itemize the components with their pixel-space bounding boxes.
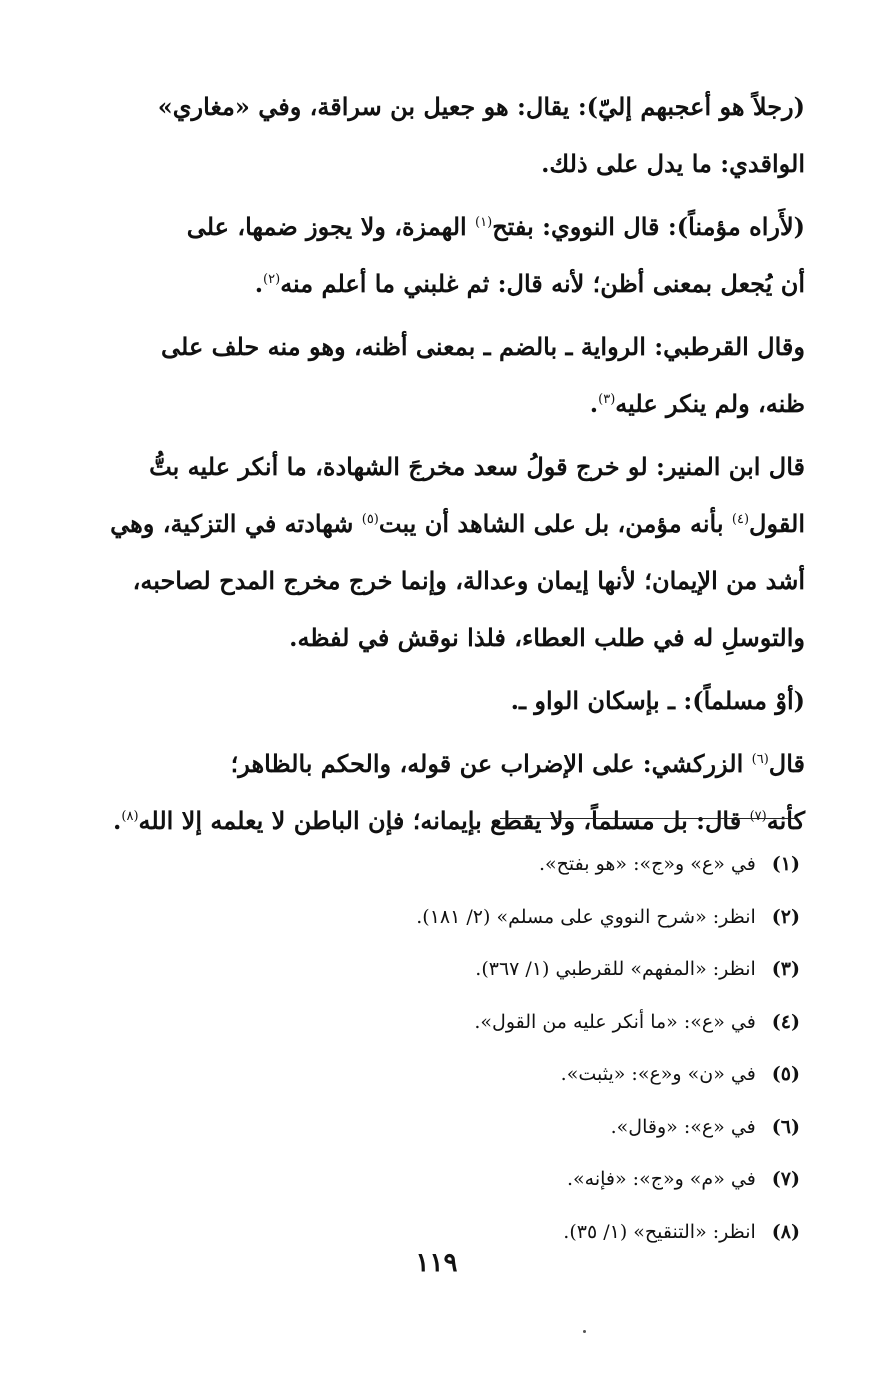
footnote-marker: (٦) [751,752,769,767]
paragraph-3 [90,318,805,432]
footnote-text: في «ع»: «ما أنكر عليه من القول». [474,1010,756,1033]
footnote-number: (٦) [771,1115,800,1138]
footnote-text: انظر: «التنقيح» (١/ ٣٥). [563,1220,756,1243]
text-line: ظنه، ولم ينكر عليه$^{(٣)}$. [589,389,805,418]
footnote-marker: (٥) [361,512,379,527]
footnote-text: في «م» و«ج»: «فإنه». [567,1168,756,1190]
footnote-marker: (٢) [263,272,281,287]
footnote-marker: (٤) [731,512,750,527]
text-line: كأنه$^{(٧)}$ قال: بل مسلماً، ولا يقطع بإيمانه؛ فإن الباطن لا يعلمه إلا الله$^{(٨)}$. [113,806,805,835]
scan-speck [583,1330,586,1333]
footnote-number: (٨) [771,1220,800,1243]
footnote-number: (٣) [771,958,800,980]
footnote-text: انظر: «شرح النووي على مسلم» (٢/ ١٨١). [416,905,756,928]
footnote-marker: (١) [475,215,493,230]
footnote-5 [200,1048,800,1101]
text-line: قال$^{(٦)}$ الزركشي: على الإضراب عن قوله، والحكم بالظاهر؛ [230,749,805,778]
footnote-4 [200,996,800,1049]
footnote-number: (٥) [771,1063,800,1085]
footnotes [200,838,800,1258]
footnote-2 [200,891,800,944]
text-line: والتوسلِ له في طلب العطاء، فلذا نوقش في لفظه. [289,623,805,652]
footnote-7 [200,1153,800,1206]
paragraph-6 [90,735,805,849]
text-line: (لأَراه مؤمناً): قال النووي: بفتح$^{(١)}$ الهمزة، ولا يجوز ضمها، على [186,212,805,241]
paragraph-1 [90,78,805,192]
text-line: الواقدي: ما يدل على ذلك. [541,149,805,178]
footnote-number: (٧) [771,1168,800,1190]
footnote-6 [200,1101,800,1154]
footnote-divider [500,818,798,819]
paragraph-5 [90,672,805,729]
footnote-number: (١) [771,853,800,875]
footnote-1 [200,838,800,891]
footnote-marker: (٣) [598,392,616,407]
text-line: أن يُجعل بمعنى أظن؛ لأنه قال: ثم غلبني ما أعلم منه$^{(٢)}$. [254,269,805,298]
text-line: قال ابن المنير: لو خرج قولُ سعد مخرجَ الشهادة، ما أنكر عليه بتُّ [149,452,805,481]
text-line: (أوْ مسلماً): ـ بإسكان الواو ـ. [510,686,805,715]
text-line: وقال القرطبي: الرواية ـ بالضم ـ بمعنى أظنه، وهو منه حلف على [161,332,805,361]
footnote-text: في «ن» و«ع»: «يثبت». [560,1063,756,1085]
footnote-marker: (٨) [121,809,139,824]
footnote-text: في «ع» و«ج»: «هو بفتح». [539,853,756,875]
main-text [90,78,805,849]
footnote-text: في «ع»: «وقال». [610,1115,756,1138]
footnote-3 [200,943,800,996]
page-number: ١١٩ [415,1248,458,1278]
text-line: (رجلاً هو أعجبهم إليّ): يقال: هو جعيل بن سراقة، وفي «مغاري» [157,92,805,121]
paragraph-4 [90,438,805,666]
text-line: أشد من الإيمان؛ لأنها إيمان وعدالة، وإنما خرج مخرج المدح لصاحبه، [132,566,805,595]
footnote-text: انظر: «المفهم» للقرطبي (١/ ٣٦٧). [475,958,756,980]
footnote-number: (٢) [771,905,800,928]
paragraph-2 [90,198,805,312]
footnote-number: (٤) [771,1010,800,1033]
footnote-marker: (٧) [749,809,767,824]
text-line: القول$^{(٤)}$ بأنه مؤمن، بل على الشاهد أن يبت$^{(٥)}$ شهادته في التزكية، وهي [110,509,805,538]
